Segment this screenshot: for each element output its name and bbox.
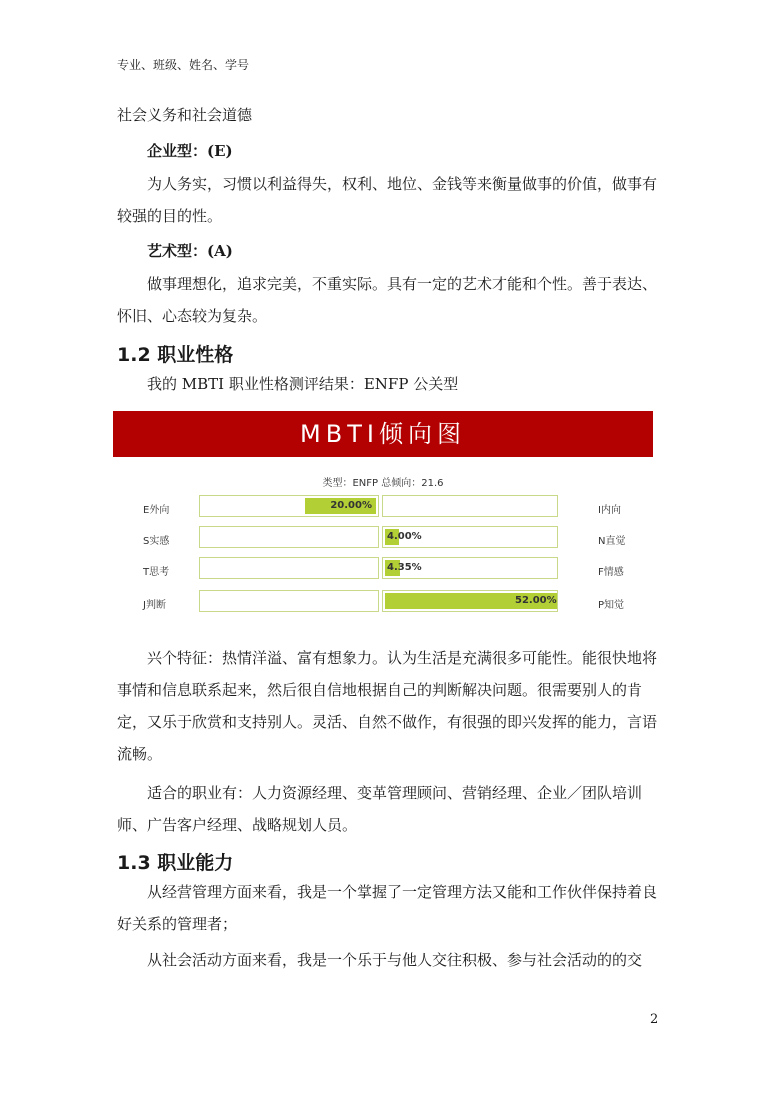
section-heading-ability: 1.3 职业能力 [117,852,234,874]
mbti-left-box [199,495,379,517]
mbti-right-box [382,495,558,517]
mbti-value-label: 4.00% [387,531,422,542]
mbti-banner: MBTI倾向图 [113,411,653,457]
mbti-row [140,495,640,519]
art-type-heading: 艺术型：(A) [147,242,233,260]
careers-paragraph: 适合的职业有：人力资源经理、变革管理顾问、营销经理、企业／团队培训师、广告客户经理、战略规划人员。 [117,784,643,834]
mbti-right-label: P知觉 [598,600,625,611]
mbti-left-label: T思考 [143,567,170,578]
mbti-right-box [382,557,558,579]
enterprise-type-text: 为人务实，习惯以利益得失，权利、地位、金钱等来衡量做事的价值，做事有较强的目的性。 [117,175,658,225]
mbti-left-box [199,590,379,612]
mbti-right-box [382,590,558,612]
mbti-right-box [382,526,558,548]
ability-paragraph-1: 从经营管理方面来看，我是一个掌握了一定管理方法又能和工作伙伴保持着良好关系的管理者； [117,883,658,933]
mbti-left-label: E外向 [143,505,170,516]
mbti-right-label: I内向 [598,505,621,516]
enterprise-type-heading: 企业型：(E) [147,142,233,160]
page-number: 2 [650,1012,659,1027]
mbti-left-box [199,526,379,548]
ability-paragraph-2: 从社会活动方面来看，我是一个乐于与他人交往积极、参与社会活动的的交 [147,951,643,969]
traits-paragraph: 兴个特征：热情洋溢、富有想象力。认为生活是充满很多可能性。能很快地将事情和信息联系起来，然后很自信地根据自己的判断解决问题。很需要别人的肯定，又乐于欣赏和支持别人。灵活、自然不做作，有很强的即兴发挥的能力，言语流畅。 [117,649,658,763]
mbti-row [140,557,640,581]
mbti-result-text: 我的 MBTI 职业性格测评结果：ENFP 公关型 [147,375,459,393]
mbti-value-label: 4.35% [387,562,422,573]
mbti-value-label: 52.00% [515,595,557,606]
page-header: 专业、班级、姓名、学号 [117,58,250,72]
mbti-left-label: J判断 [143,600,166,611]
art-type-text: 做事理想化，追求完美，不重实际。具有一定的艺术才能和个性。善于表达、怀旧、心态较为复杂。 [117,275,658,325]
section-heading-personality: 1.2 职业性格 [117,344,234,366]
mbti-row [140,526,640,550]
mbti-value-label: 20.00% [330,500,372,511]
mbti-left-box [199,557,379,579]
mbti-left-label: S实感 [143,536,170,547]
mbti-right-label: N直觉 [598,536,626,547]
mbti-summary: 类型：ENFP 总倾向：21.6 [322,478,444,489]
mbti-right-label: F情感 [598,567,624,578]
mbti-row [140,590,640,614]
paragraph-social-duty: 社会义务和社会道德 [117,106,253,124]
